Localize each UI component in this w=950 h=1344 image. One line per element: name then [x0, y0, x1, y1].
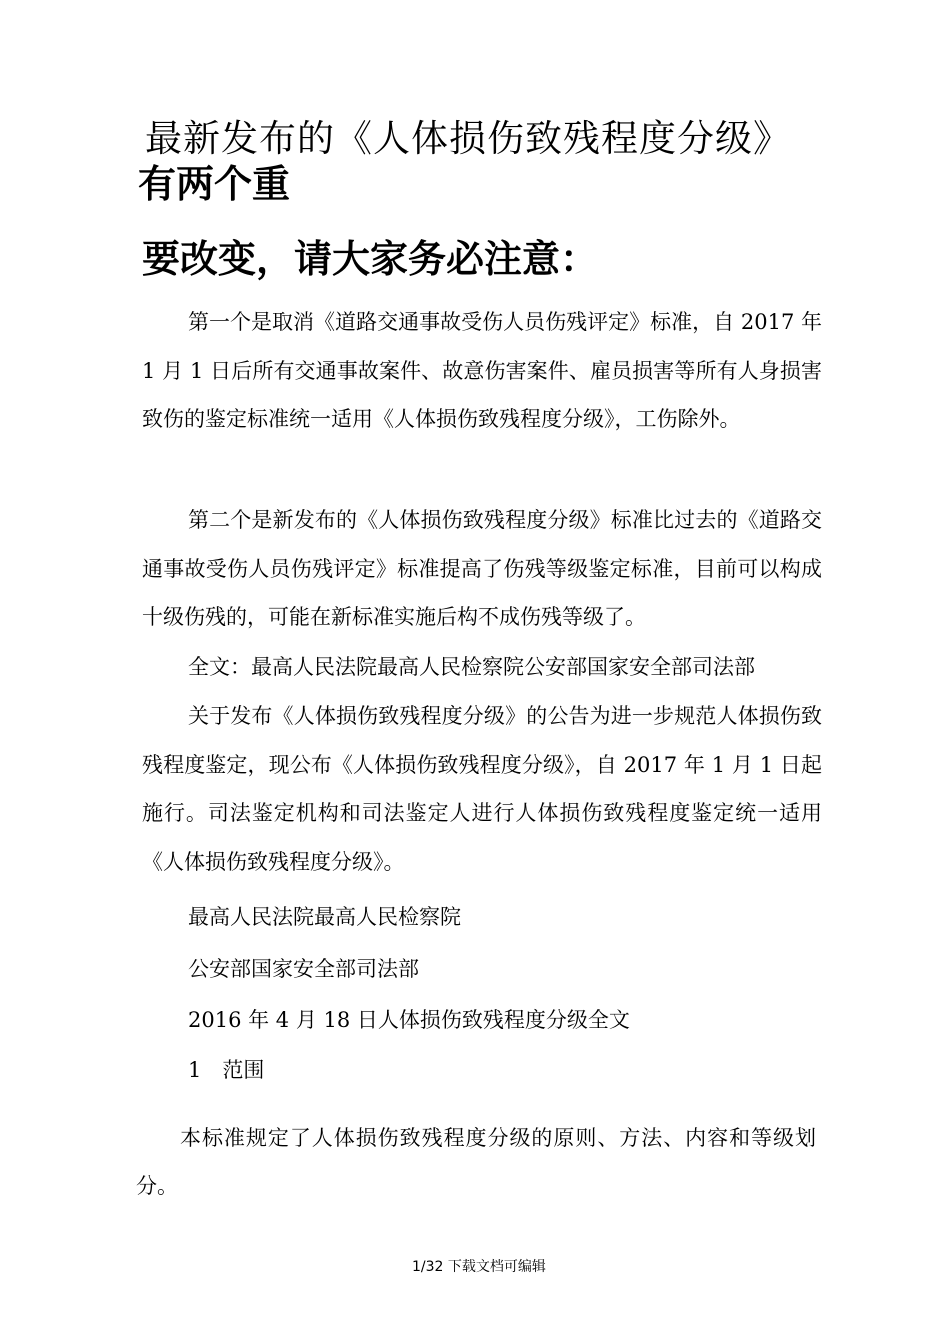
- signature-line-2: 公安部国家安全部司法部: [188, 957, 419, 981]
- title-line-3: 要改变，请大家务必注意：: [142, 237, 599, 281]
- title-line-2: 有两个重: [138, 162, 291, 206]
- paragraph-2: 第二个是新发布的《人体损伤致残程度分级》标准比过去的《道路交通事故受伤人员伤残评定》标准提高了伤残等级鉴定标准，目前可以构成十级伤残的，可能在新标准实施后构不成伤残等级了。: [142, 508, 822, 630]
- page-footer: 1/32 下载文档可编辑: [412, 1259, 546, 1275]
- paragraph-5: 本标准规定了人体损伤致残程度分级的原则、方法、内容和等级划分。: [136, 1126, 816, 1198]
- paragraph-3: 全文：最高人民法院最高人民检察院公安部国家安全部司法部: [188, 655, 755, 679]
- paragraph-1: 第一个是取消《道路交通事故受伤人员伤残评定》标准，自 2017 年 1 月 1 日后所有交通事故案件、故意伤害案件、雇员损害等所有人身损害致伤的鉴定标准统一适用《人体损伤致残程度分级》，工伤除外。: [142, 310, 822, 432]
- title-line-1: 最新发布的《人体损伤致残程度分级》: [145, 117, 791, 160]
- date-line: 2016 年 4 月 18 日人体损伤致残程度分级全文: [188, 1008, 630, 1032]
- signature-line-1: 最高人民法院最高人民检察院: [188, 905, 461, 929]
- section-heading: 1 范围: [188, 1058, 265, 1082]
- paragraph-4: 关于发布《人体损伤致残程度分级》的公告为进一步规范人体损伤致残程度鉴定，现公布《人体损伤致残程度分级》，自 2017 年 1 月 1 日起施行。司法鉴定机构和司法鉴定人进行人体损伤致残程度鉴定统一适用《人体损伤致残程度分级》。: [142, 704, 822, 874]
